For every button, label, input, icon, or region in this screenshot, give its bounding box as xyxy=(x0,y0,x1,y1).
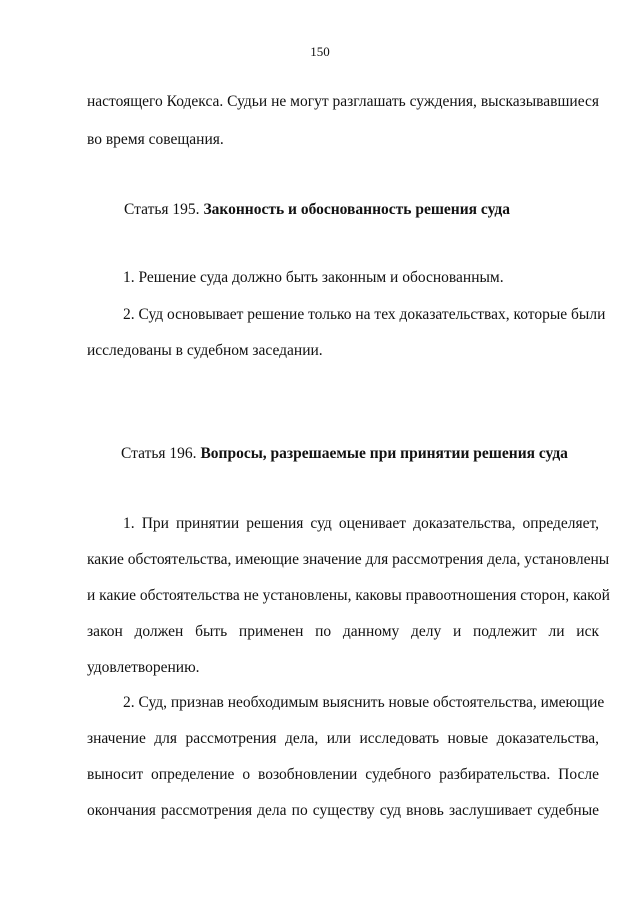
paragraph-line: удовлетворению. xyxy=(87,659,200,676)
text-line: настоящего Кодекса. Судьи не могут разглашать суждения, высказывавшиеся xyxy=(87,93,599,110)
paragraph-line: выносит определение о возобновлении судебного разбирательства. После xyxy=(87,766,599,783)
article-195-prefix: Статья 195. xyxy=(124,201,200,218)
paragraph-line: какие обстоятельства, имеющие значение для рассмотрения дела, установлены xyxy=(87,551,610,568)
article-195-heading xyxy=(124,200,510,220)
article-196-prefix: Статья 196. xyxy=(121,445,197,462)
article-196-heading xyxy=(121,444,568,464)
page-number: 150 xyxy=(310,44,330,59)
paragraph-line: закон должен быть применен по данному делу и подлежит ли иск xyxy=(87,623,599,640)
paragraph-line: значение для рассмотрения дела, или исследовать новые доказательства, xyxy=(87,730,599,747)
paragraph-line: и какие обстоятельства не установлены, каковы правоотношения сторон, какой xyxy=(87,587,610,604)
paragraph-line: окончания рассмотрения дела по существу суд вновь заслушивает судебные xyxy=(87,802,599,819)
paragraph-line: 1. Решение суда должно быть законным и обоснованным. xyxy=(123,269,504,286)
article-195-title: Законность и обоснованность решения суда xyxy=(203,201,510,218)
paragraph-line: 2. Суд основывает решение только на тех доказательствах, которые были xyxy=(123,306,606,323)
paragraph-line: исследованы в судебном заседании. xyxy=(87,342,323,359)
article-196-title: Вопросы, разрешаемые при принятии решения суда xyxy=(200,445,568,462)
paragraph-line: 1. При принятии решения суд оценивает доказательства, определяет, xyxy=(123,515,599,532)
text-line: во время совещания. xyxy=(87,131,224,148)
paragraph-line: 2. Суд, признав необходимым выяснить новые обстоятельства, имеющие xyxy=(123,694,605,711)
